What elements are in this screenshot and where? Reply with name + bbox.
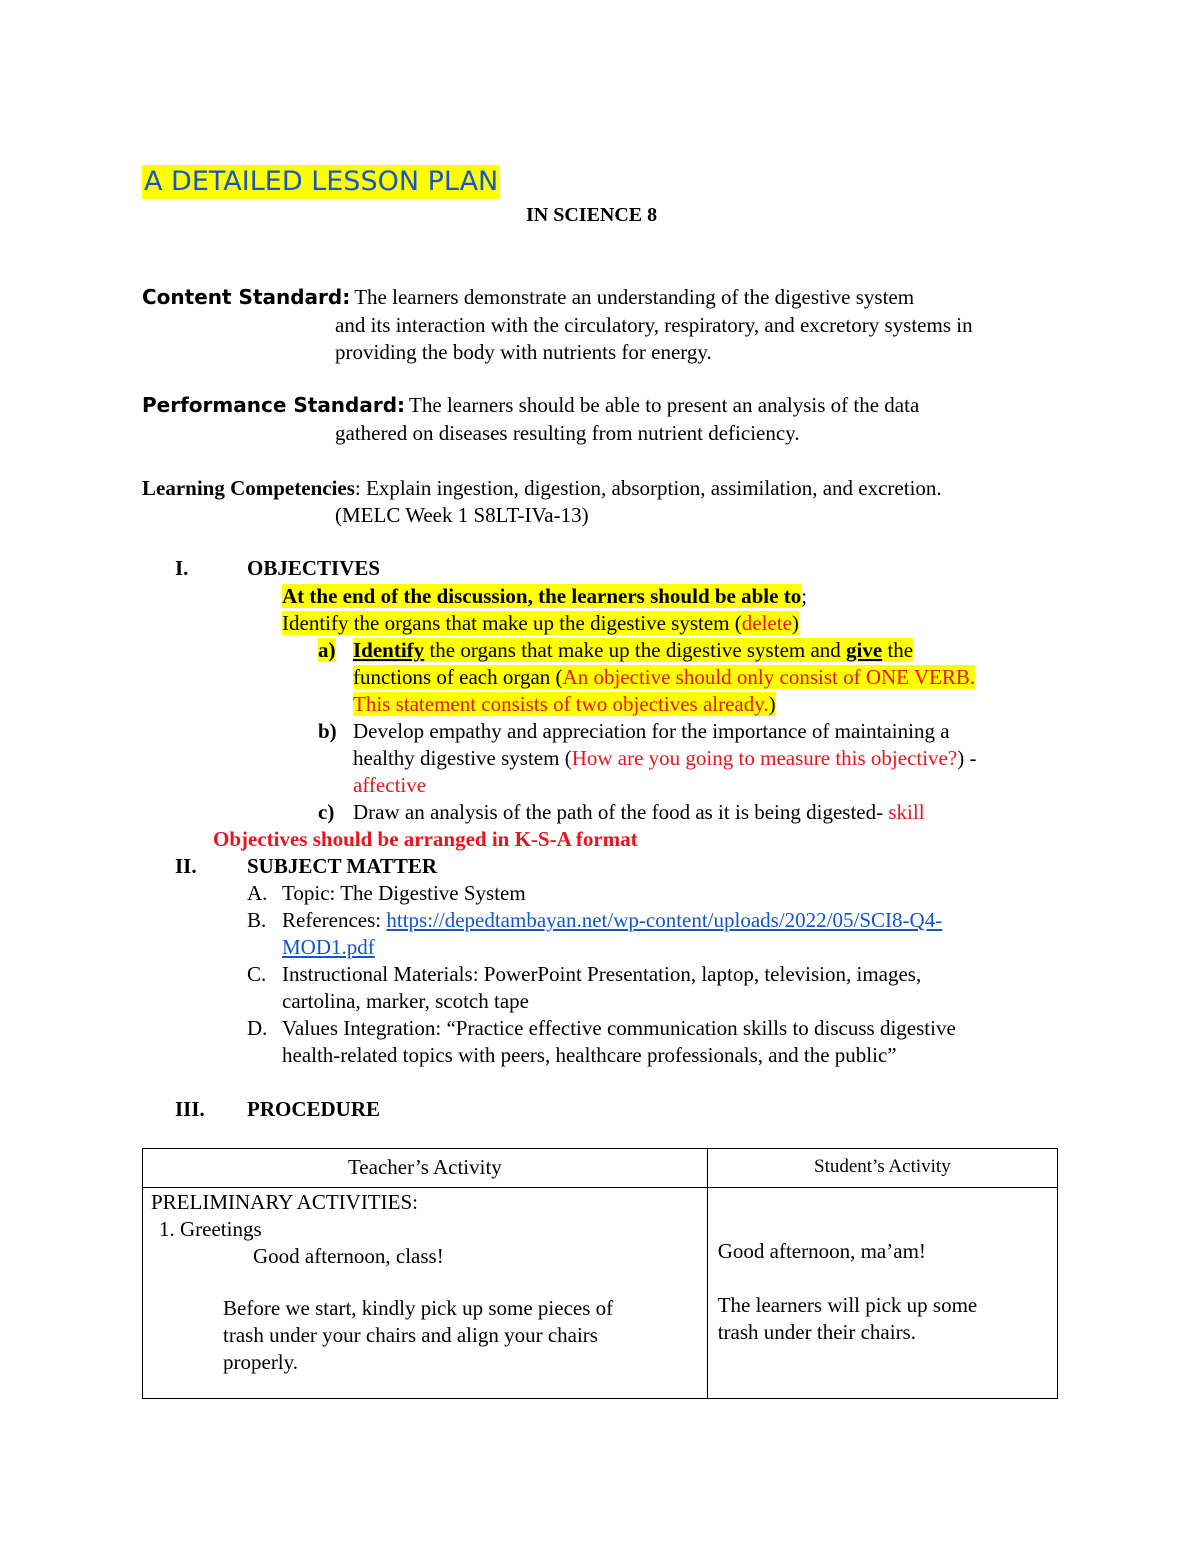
student-action-line-1: The learners will pick up some bbox=[717, 1293, 978, 1317]
performance-standard-label: Performance Standard: bbox=[142, 393, 406, 417]
objective-a-note-1: An objective should only consist of ONE VERB. bbox=[562, 665, 976, 689]
table-header-row bbox=[143, 1149, 1058, 1188]
student-reply: Good afternoon, ma’am! bbox=[717, 1239, 926, 1263]
teacher-instruction-line-2: trash under your chairs and align your chairs bbox=[223, 1323, 598, 1347]
paren-close: ) - bbox=[957, 746, 977, 770]
procedure-heading: PROCEDURE bbox=[247, 1097, 381, 1121]
subject-d-letter: D. bbox=[247, 1016, 268, 1040]
learning-competencies-line-1 bbox=[142, 476, 942, 501]
learning-competencies-line-2: (MELC Week 1 S8LT-IVa-13) bbox=[335, 503, 589, 527]
objectives-heading: OBJECTIVES bbox=[247, 556, 381, 580]
objective-b-line-1: Develop empathy and appreciation for the importance of maintaining a bbox=[353, 719, 950, 743]
performance-standard-text: The learners should be able to present an analysis of the data bbox=[409, 393, 920, 417]
objectives-numeral: I. bbox=[175, 556, 189, 580]
teacher-instruction-line-3: properly. bbox=[223, 1350, 299, 1374]
teacher-greeting: Good afternoon, class! bbox=[253, 1244, 444, 1268]
objective-a-note-2: This statement consists of two objectives already. bbox=[353, 692, 769, 716]
content-standard-line-3: providing the body with nutrients for energy. bbox=[335, 340, 712, 364]
content-standard-label: Content Standard: bbox=[142, 285, 351, 309]
subject-matter-heading: SUBJECT MATTER bbox=[247, 854, 438, 878]
greetings-item: 1. Greetings bbox=[159, 1217, 262, 1241]
performance-standard-line-2: gathered on diseases resulting from nutrient deficiency. bbox=[335, 421, 800, 445]
content-standard-line-2: and its interaction with the circulatory, respiratory, and excretory systems in bbox=[335, 313, 973, 337]
teacher-activity-header: Teacher’s Activity bbox=[143, 1149, 708, 1188]
subject-c-letter: C. bbox=[247, 962, 267, 986]
student-activity-cell bbox=[707, 1188, 1057, 1399]
performance-standard-line-1 bbox=[142, 393, 919, 418]
student-activity-header: Student’s Activity bbox=[707, 1149, 1057, 1188]
objectives-intro-punct: ; bbox=[801, 584, 808, 608]
verb-give: give bbox=[846, 638, 883, 662]
procedure-table bbox=[142, 1148, 1058, 1399]
references-label: References: bbox=[282, 908, 387, 932]
objective-c-letter: c) bbox=[318, 800, 335, 824]
subject-b-letter: B. bbox=[247, 908, 267, 932]
paren-close: ) bbox=[791, 611, 799, 635]
objective-c-note: skill bbox=[888, 800, 925, 824]
objective-b-line-3: affective bbox=[353, 773, 427, 797]
objective-deleted-line bbox=[282, 611, 799, 636]
objective-a-line2-text: functions of each organ ( bbox=[353, 665, 563, 689]
objectives-intro-text: At the end of the discussion, the learners should be able to bbox=[282, 584, 802, 608]
delete-note: delete bbox=[741, 611, 792, 635]
objectives-intro bbox=[282, 584, 807, 609]
student-action-line-2: trash under their chairs. bbox=[717, 1320, 916, 1344]
objective-a-line-2 bbox=[353, 665, 975, 690]
subject-matter-numeral: II. bbox=[175, 854, 197, 878]
objective-b-letter: b) bbox=[318, 719, 337, 743]
objective-b-line2-text: healthy digestive system ( bbox=[353, 746, 572, 770]
deleted-objective-text: Identify the organs that make up the digestive system ( bbox=[282, 611, 742, 635]
values-integration-line-2: health-related topics with peers, healthcare professionals, and the public” bbox=[282, 1043, 897, 1067]
document-subtitle: IN SCIENCE 8 bbox=[526, 204, 658, 226]
letter-a: a) bbox=[318, 638, 336, 662]
objective-a-letter bbox=[318, 638, 336, 663]
content-standard-text: The learners demonstrate an understanding of the digestive system bbox=[354, 285, 915, 309]
table-row bbox=[143, 1188, 1058, 1399]
procedure-numeral: III. bbox=[175, 1097, 205, 1121]
subject-references bbox=[282, 908, 942, 933]
instructional-materials-line-2: cartolina, marker, scotch tape bbox=[282, 989, 529, 1013]
learning-competencies-text: Explain ingestion, digestion, absorption, assimilation, and excretion. bbox=[366, 476, 942, 500]
reference-link[interactable]: https://depedtambayan.net/wp-content/uploads/2022/05/SCI8-Q4- bbox=[386, 908, 943, 932]
teacher-activity-cell bbox=[143, 1188, 708, 1399]
teacher-instruction-line-1: Before we start, kindly pick up some pieces of bbox=[223, 1296, 614, 1320]
subject-topic: Topic: The Digestive System bbox=[282, 881, 526, 905]
preliminary-activities: PRELIMINARY ACTIVITIES: bbox=[151, 1190, 418, 1214]
objective-a-line-3 bbox=[353, 692, 776, 717]
objective-c-line bbox=[353, 800, 925, 825]
verb-identify: Identify bbox=[353, 638, 425, 662]
document-title: A DETAILED LESSON PLAN bbox=[144, 166, 499, 197]
instructional-materials-line-1: Instructional Materials: PowerPoint Presentation, laptop, television, images, bbox=[282, 962, 922, 986]
objective-a-line-1 bbox=[353, 638, 913, 663]
paren-close: ) bbox=[768, 692, 776, 716]
objectives-format-note: Objectives should be arranged in K-S-A format bbox=[213, 827, 638, 851]
content-standard-line-1 bbox=[142, 285, 914, 310]
objective-b-note: How are you going to measure this objective? bbox=[571, 746, 958, 770]
objective-b-line-2 bbox=[353, 746, 976, 771]
objective-a-text-1: the organs that make up the digestive system and bbox=[424, 638, 847, 662]
values-integration-line-1: Values Integration: “Practice effective communication skills to discuss digestive bbox=[282, 1016, 956, 1040]
reference-link-continued[interactable]: MOD1.pdf bbox=[282, 935, 375, 959]
objective-c-text: Draw an analysis of the path of the food as it is being digested- bbox=[353, 800, 889, 824]
learning-competencies-label: Learning Competencies bbox=[142, 476, 355, 500]
objective-a-text-2: the bbox=[882, 638, 914, 662]
subject-a-letter: A. bbox=[247, 881, 268, 905]
colon: : bbox=[354, 476, 361, 500]
